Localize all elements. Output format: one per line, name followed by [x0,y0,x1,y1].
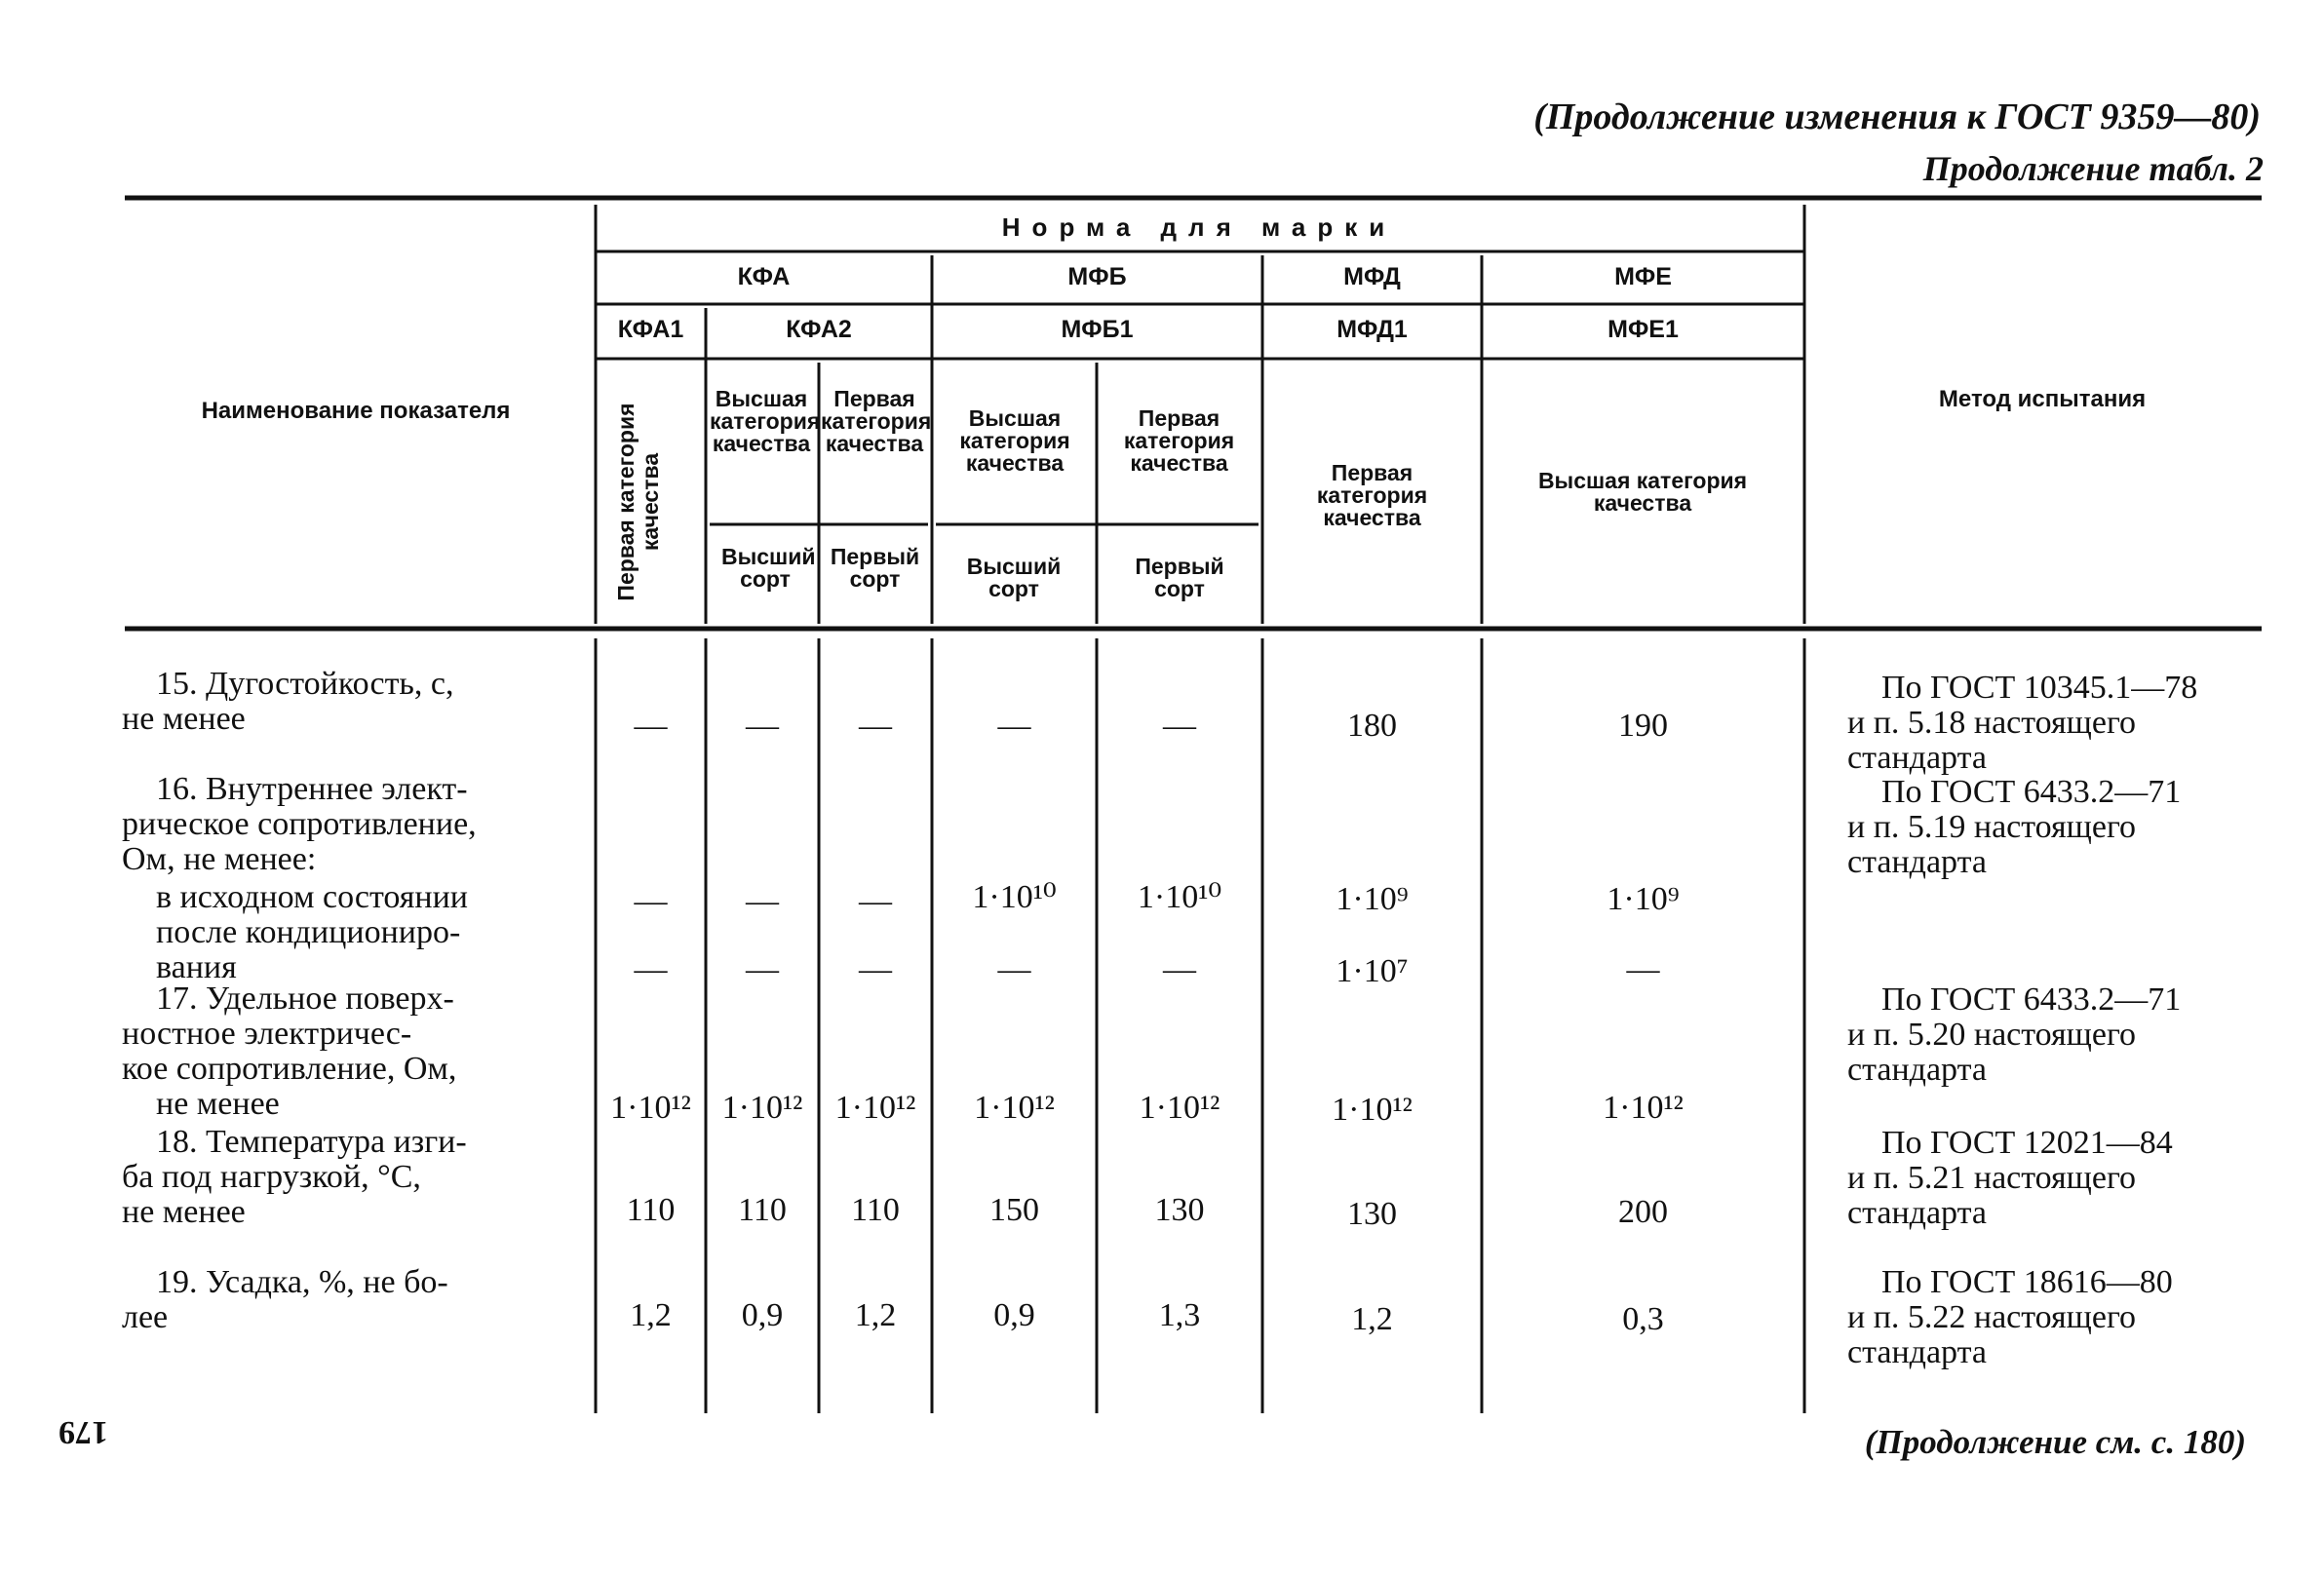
value-cell: 1·10⁹ [1607,881,1680,917]
value-cell: 1·10¹² [1332,1092,1413,1128]
value-cell: — [746,951,779,987]
value-cell: 180 [1347,708,1397,744]
value-cell: 130 [1154,1192,1205,1228]
row-19-method: По ГОСТ 18616—80 и п. 5.22 настоящего стандарта [1847,1264,2173,1370]
value-cell: — [1163,708,1196,744]
mfd-category: Первая категория качества [1316,460,1428,530]
value-cell: — [746,708,779,744]
row-16-method: По ГОСТ 6433.2—71 и п. 5.19 настоящего стандарта [1847,774,2182,880]
subbrand-kfa1: КФА1 [617,316,684,343]
row-17-method: По ГОСТ 6433.2—71 и п. 5.20 настоящего стандарта [1847,981,2182,1088]
kfa1-category-vertical: Первая категория качества [613,403,664,601]
row-16a-name: в исходном состоянии [156,879,468,915]
continuation-note: (Продолжение изменения к ГОСТ 9359—80) [1533,96,2261,137]
value-cell: 190 [1618,708,1668,744]
mfb-grade-first: Первый сорт [1135,554,1224,601]
value-cell: — [1626,951,1660,987]
mfe-category: Высшая категория качества [1537,468,1748,516]
value-cell: 0,3 [1622,1301,1664,1337]
method-column-header: Метод испытания [1938,386,2147,412]
value-cell: 1,2 [630,1297,672,1333]
name-column-header: Наименование показателя [201,398,511,424]
value-cell: 1,2 [854,1297,897,1333]
value-cell: — [1163,951,1196,987]
value-cell: 1·10¹² [1139,1090,1220,1126]
value-cell: — [859,883,892,919]
subbrand-mfb1: МФБ1 [1061,316,1134,343]
value-cell: — [634,708,668,744]
norm-header: Норма для марки [1001,212,1397,242]
value-cell: 1·10¹² [834,1090,916,1126]
value-cell: 1·10¹² [610,1090,691,1126]
brand-mfe: МФЕ [1614,263,1672,290]
row-16-name: 16. Внутреннее элект- рическое сопротивление, Ом, не менее: [122,771,477,877]
value-cell: — [634,951,668,987]
value-cell: 1·10¹² [1603,1090,1684,1126]
value-cell: 130 [1347,1196,1397,1232]
brand-kfa: КФА [737,263,791,290]
value-cell: 110 [626,1192,676,1228]
value-cell: 1·10⁷ [1336,953,1409,989]
value-cell: 200 [1618,1194,1668,1230]
value-cell: — [997,708,1031,744]
value-cell: 1·10⁹ [1336,881,1409,917]
brand-mfb: МФБ [1067,263,1127,290]
value-cell: — [859,708,892,744]
table-continuation-label: Продолжение табл. 2 [1922,149,2264,188]
value-cell: — [634,883,668,919]
value-cell: 110 [851,1192,900,1228]
row-16b-name: после кондициониро- вания [156,914,461,985]
row-18-method: По ГОСТ 12021—84 и п. 5.21 настоящего стандарта [1847,1125,2173,1231]
value-cell: 0,9 [993,1297,1035,1333]
mfb-cat-high: Высшая категория качества [959,405,1070,476]
value-cell: — [746,883,779,919]
page-number: 179 [58,1414,108,1450]
row-15-method: По ГОСТ 10345.1—78 и п. 5.18 настоящего стандарта [1847,670,2198,776]
value-cell: 1·10¹⁰ [972,879,1057,915]
value-cell: 150 [989,1192,1039,1228]
kfa2-grade-high: Высший сорт [721,544,816,592]
value-cell: 1,2 [1351,1301,1393,1337]
value-cell: — [859,951,892,987]
value-cell: 1·10¹⁰ [1137,879,1222,915]
row-18-name: 18. Температура изги- ба под нагрузкой, °С, не менее [122,1124,467,1230]
value-cell: 1,3 [1158,1297,1201,1333]
brand-mfd: МФД [1343,263,1401,290]
row-19-name: 19. Усадка, %, не бо- лее [122,1264,448,1335]
mfb-cat-first: Первая категория качества [1123,405,1235,476]
kfa2-cat-high: Высшая категория качества [710,386,821,456]
value-cell: 110 [738,1192,787,1228]
kfa2-cat-first: Первая категория качества [821,386,932,456]
continuation-footer: (Продолжение см. с. 180) [1864,1423,2246,1461]
subbrand-kfa2: КФА2 [786,316,852,343]
mfb-grade-high: Высший сорт [966,554,1062,601]
subbrand-mfd1: МФД1 [1336,316,1408,343]
value-cell: 0,9 [741,1297,784,1333]
row-15-name: 15. Дугостойкость, с, не менее [122,666,454,737]
value-cell: 1·10¹² [721,1090,803,1126]
kfa2-grade-first: Первый сорт [830,544,920,592]
value-cell: — [997,951,1031,987]
row-17-name: 17. Удельное поверх- ностное электричес- кое сопротивление, Ом, не менее [122,981,457,1122]
subbrand-mfe1: МФЕ1 [1607,316,1679,343]
value-cell: 1·10¹² [974,1090,1055,1126]
